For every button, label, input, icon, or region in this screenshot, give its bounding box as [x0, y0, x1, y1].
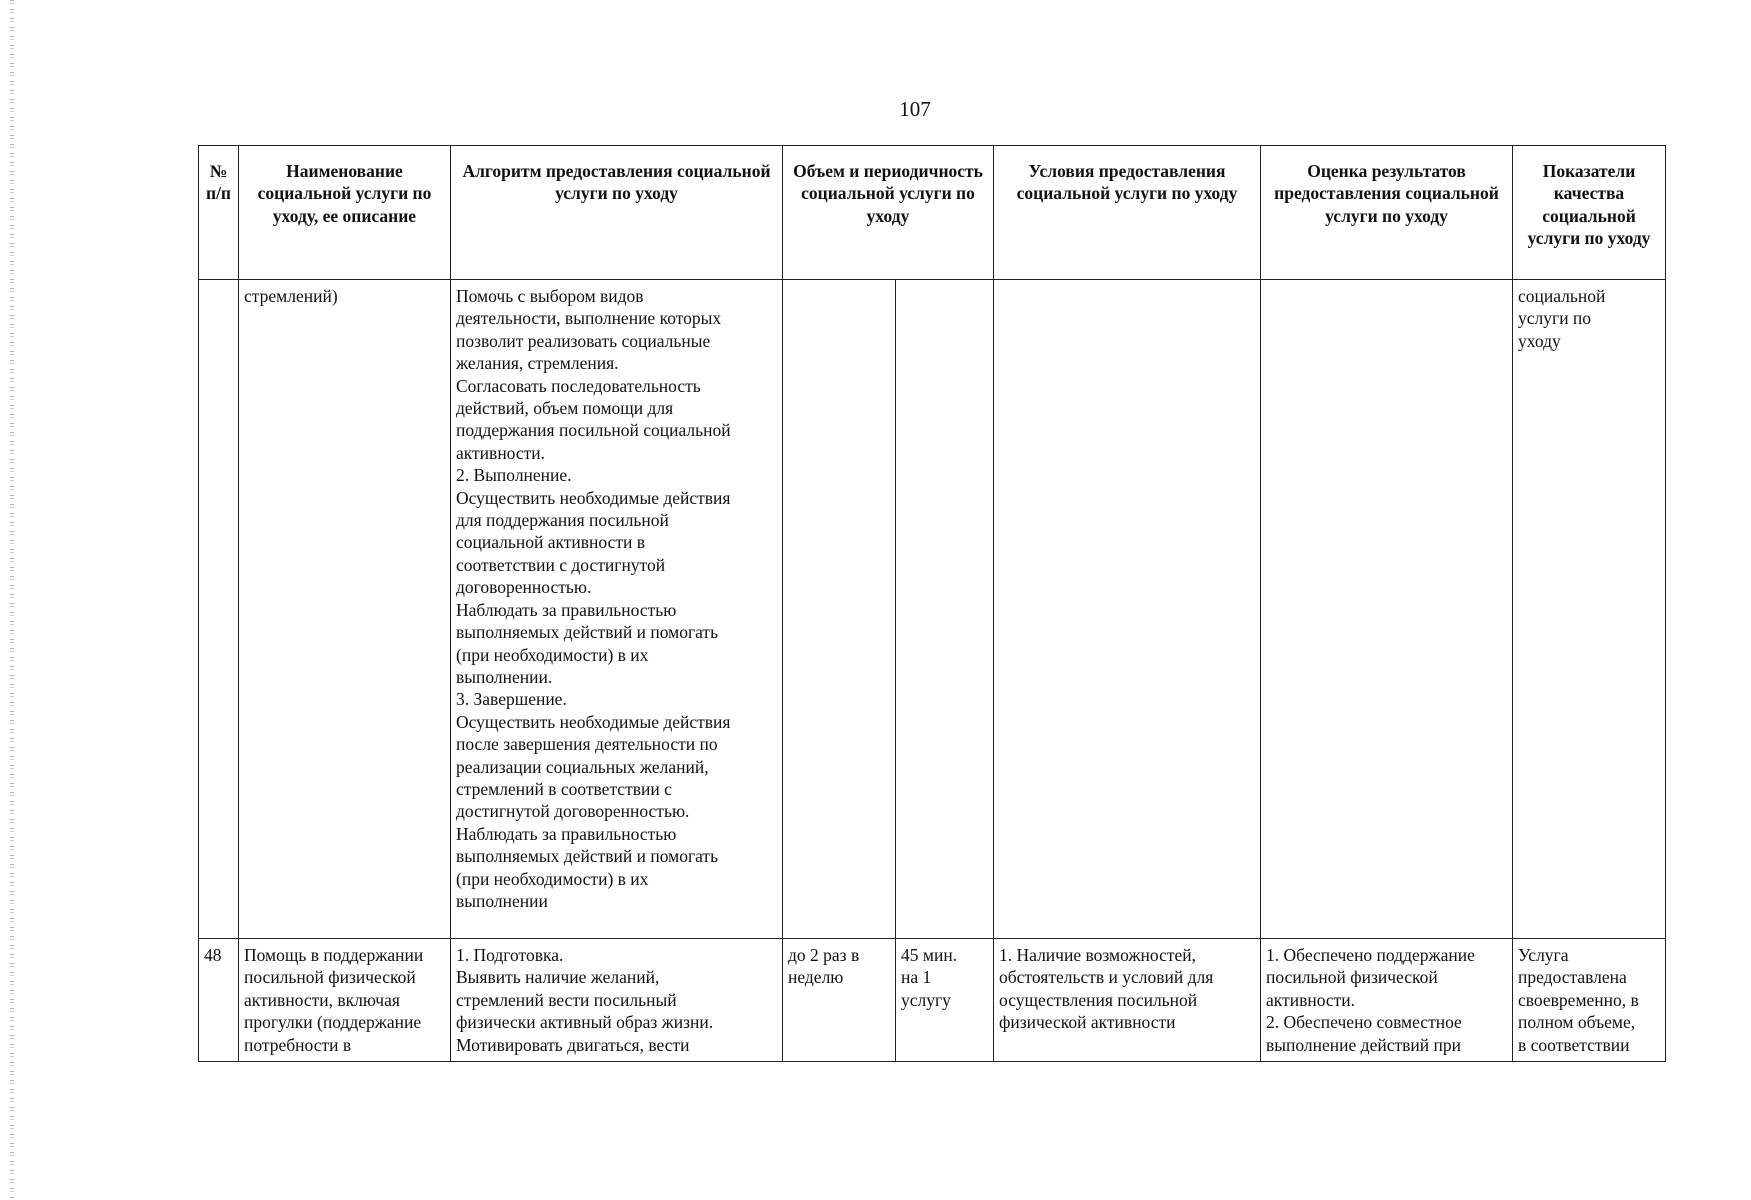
scan-edge-marks: [10, 0, 14, 1200]
cell-name: Помощь в поддержании посильной физической активности, включая прогулки (поддержание потребности в: [239, 939, 451, 1062]
cell-algorithm: Помочь с выбором видов деятельности, выполнение которых позволит реализовать социальные желания, стремления. Согласовать последовательность действий, объем помощи для поддержания посильной социальной активности. 2. Выполнение. Осуществить необходимые действия для поддержания посильной социальной активности в соответствии с достигнутой договоренностью. Наблюдать за правильностью выполняемых действий и помогать (при необходимости) в их выполнении. 3. Завершение. Осуществить необходимые действия после завершения деятельности по реализации социальных желаний, стремлений в соответствии с достигнутой договоренностью. Наблюдать за правильностью выполняемых действий и помогать (при необходимости) в их выполнении: [451, 280, 783, 939]
cell-duration: 45 мин. на 1 услугу: [896, 939, 994, 1062]
header-num: № п/п: [199, 146, 239, 280]
cell-frequency: до 2 раз в неделю: [783, 939, 896, 1062]
table-header-row: [199, 146, 1666, 280]
table-row: [199, 939, 1666, 1062]
page-number: 107: [899, 97, 931, 121]
cell-conditions: 1. Наличие возможностей, обстоятельств и условий для осуществления посильной физической активности: [994, 939, 1261, 1062]
header-evaluation: Оценка результатов предоставления социальной услуги по уходу: [1261, 146, 1513, 280]
cell-num: 48: [199, 939, 239, 1062]
header-name: Наименование социальной услуги по уходу, ее описание: [239, 146, 451, 280]
header-algorithm: Алгоритм предоставления социальной услуги по уходу: [451, 146, 783, 280]
services-table: [198, 145, 1666, 1062]
cell-name: стремлений): [239, 280, 451, 939]
cell-indicators: Услуга предоставлена своевременно, в полном объеме, в соответствии: [1513, 939, 1666, 1062]
header-conditions: Условия предоставления социальной услуги по уходу: [994, 146, 1261, 280]
cell-conditions: [994, 280, 1261, 939]
header-volume: Объем и периодичность социальной услуги по уходу: [783, 146, 994, 280]
cell-frequency: [783, 280, 896, 939]
cell-algorithm: 1. Подготовка. Выявить наличие желаний, стремлений вести посильный физически активный образ жизни. Мотивировать двигаться, вести: [451, 939, 783, 1062]
cell-indicators: социальной услуги по уходу: [1513, 280, 1666, 939]
cell-evaluation: [1261, 280, 1513, 939]
cell-evaluation: 1. Обеспечено поддержание посильной физической активности. 2. Обеспечено совместное выполнение действий при: [1261, 939, 1513, 1062]
table-row: [199, 280, 1666, 939]
header-indicators: Показатели качества социальной услуги по уходу: [1513, 146, 1666, 280]
cell-duration: [896, 280, 994, 939]
cell-num: [199, 280, 239, 939]
